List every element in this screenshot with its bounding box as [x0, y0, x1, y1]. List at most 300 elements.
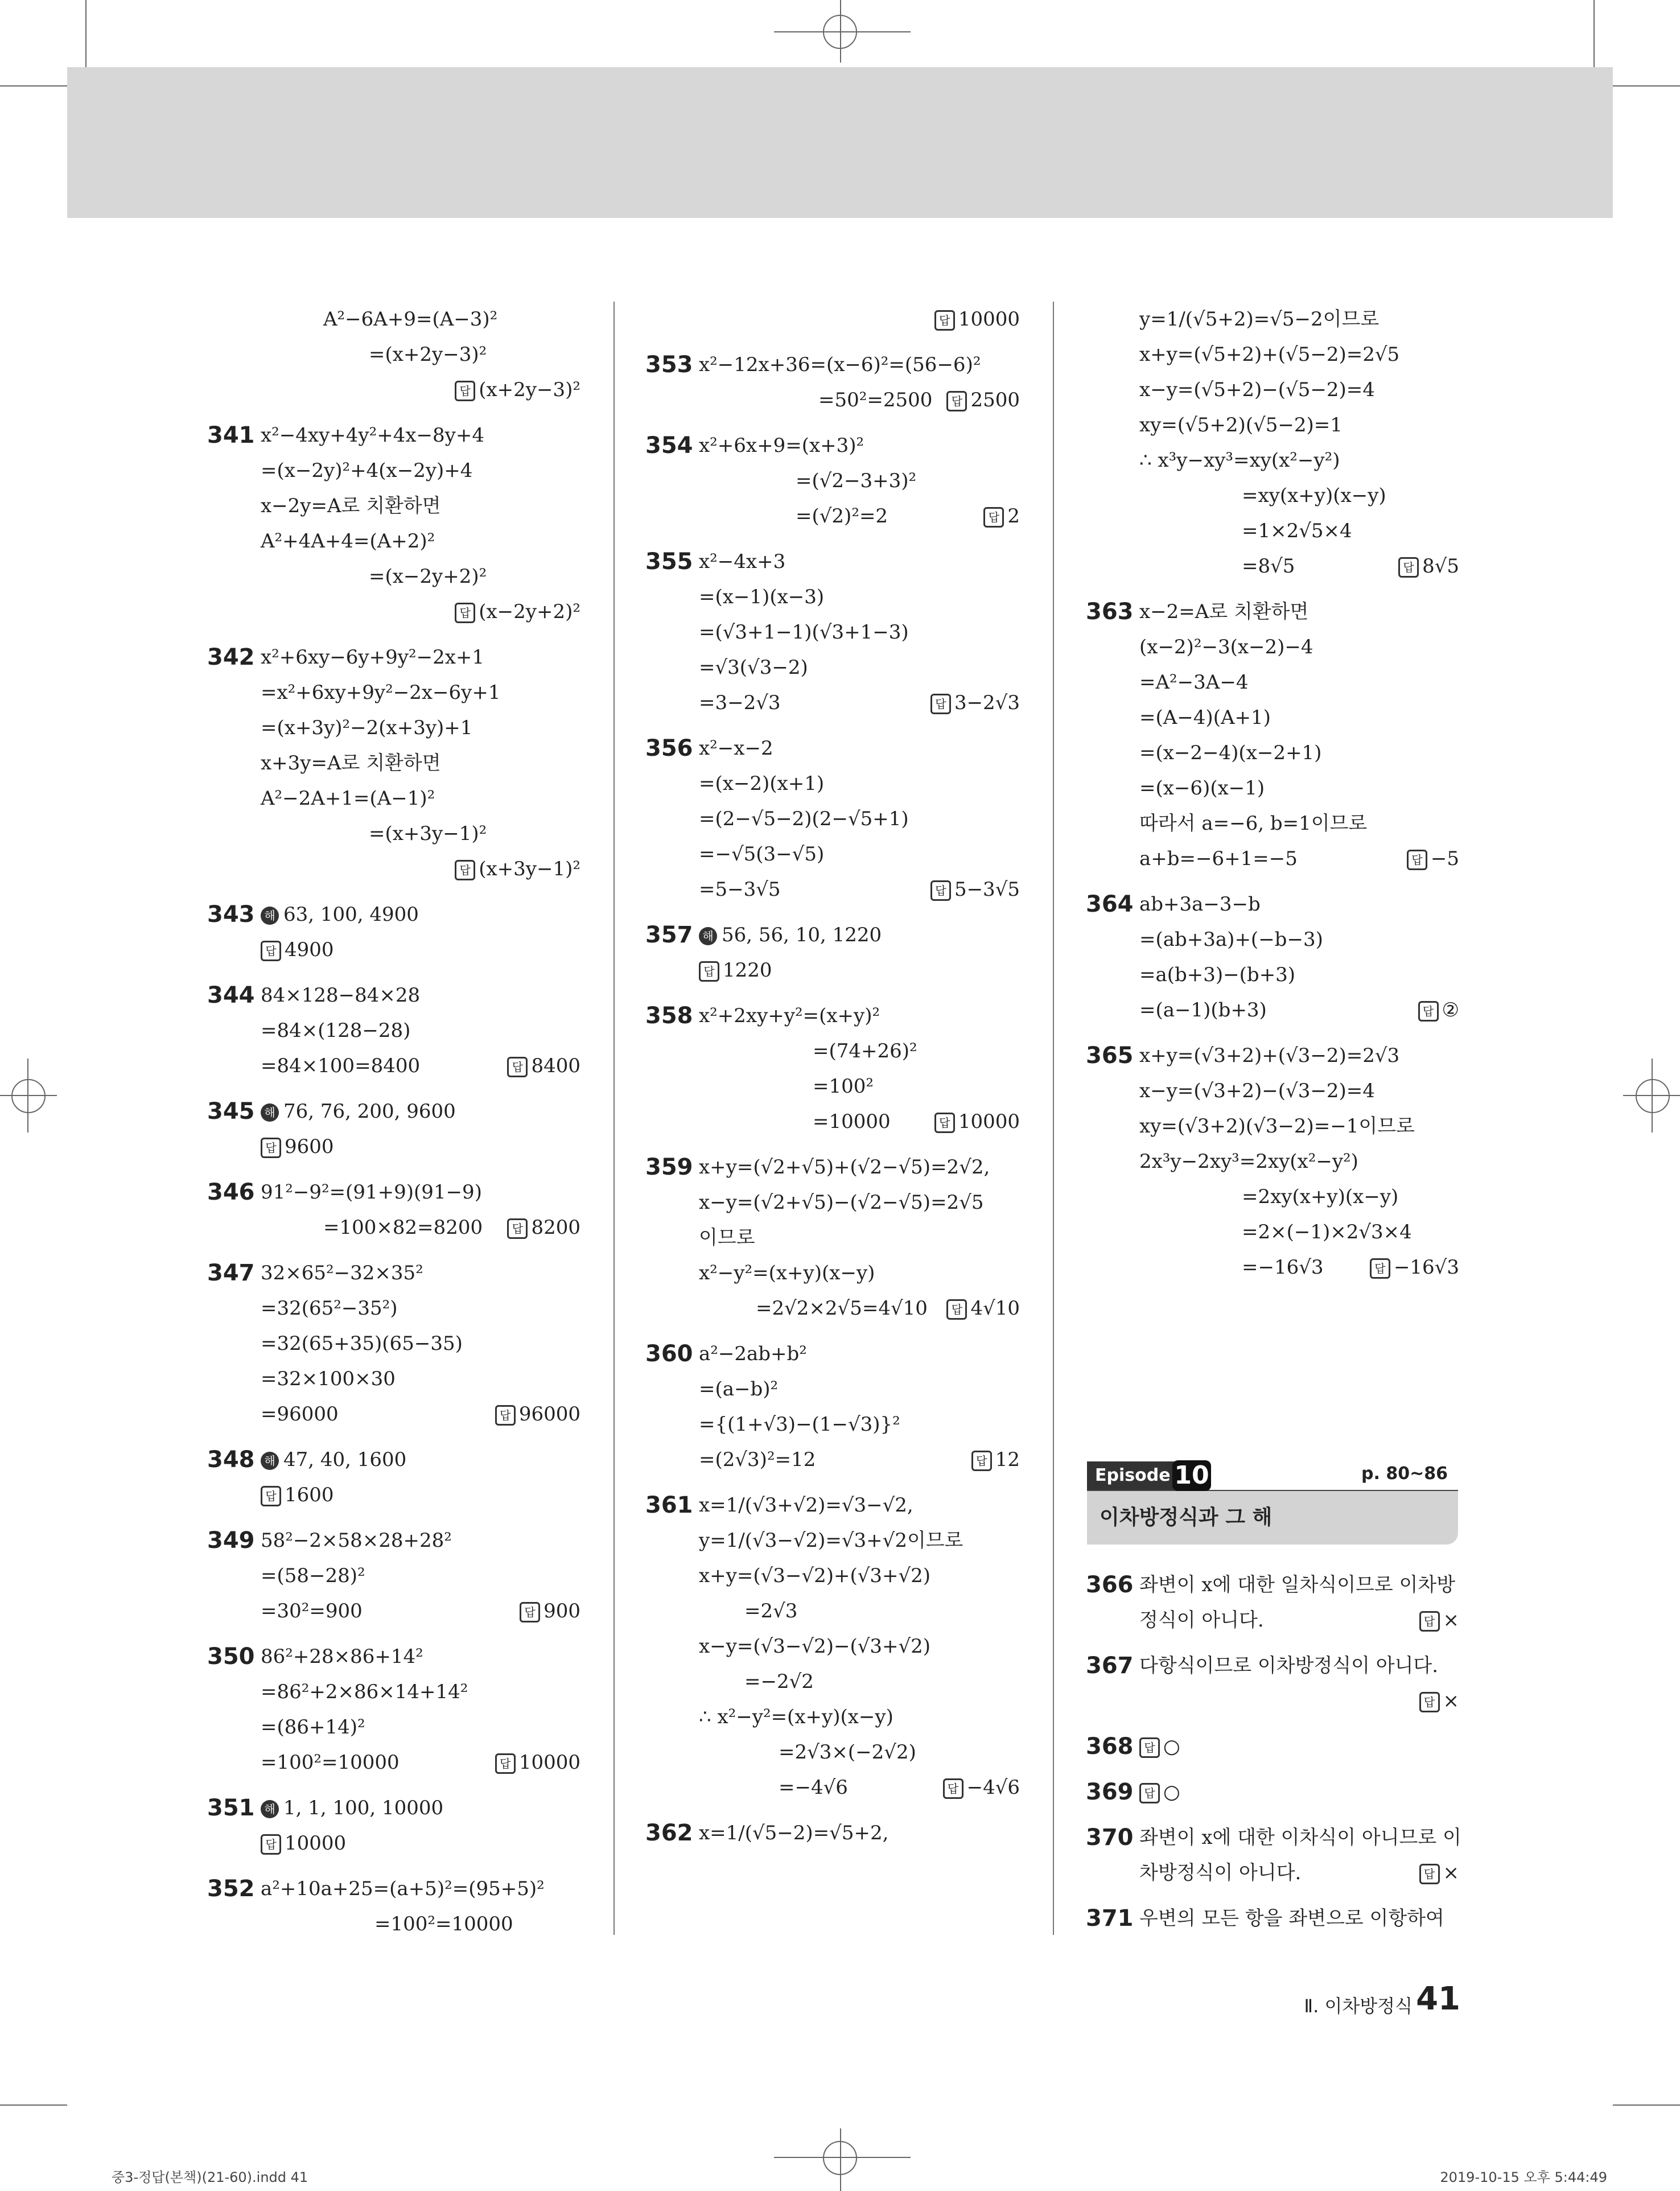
- math-text: [1139, 629, 1313, 665]
- registration-circle: [823, 2141, 857, 2175]
- text-line: [645, 1488, 1020, 1523]
- text-line: [699, 463, 1020, 499]
- math-text: [261, 1048, 420, 1084]
- math-text: [261, 1397, 339, 1432]
- problem-number: 341: [207, 422, 255, 448]
- text-line: [261, 337, 580, 372]
- problem-number: 361: [645, 1492, 693, 1518]
- expression: =1×2√5×4: [1242, 520, 1352, 542]
- problem-number: 352: [207, 1876, 255, 1902]
- answer-value: 96000: [518, 1403, 580, 1426]
- expression: =100²: [813, 1075, 874, 1098]
- text-line: [261, 1210, 580, 1245]
- text-line: [645, 731, 1020, 766]
- text-line: [1139, 443, 1459, 478]
- expression: =86²+2×86×14+14²: [261, 1681, 468, 1703]
- problem-number: 345: [207, 1098, 255, 1125]
- episode-pages: p. 80~86: [1361, 1464, 1448, 1484]
- column-1: [207, 302, 580, 1942]
- expression: ∴ x³y−xy³=xy(x²−y²): [1139, 449, 1340, 472]
- text-line: [699, 1735, 1020, 1770]
- text-line: [261, 1397, 580, 1432]
- crop-mark: [1613, 2104, 1680, 2106]
- expression: A²−2A+1=(A−1)²: [261, 787, 435, 810]
- math-text: [1139, 665, 1248, 700]
- answer: [930, 872, 1020, 907]
- page-number: 41: [1416, 1980, 1460, 2017]
- answer: [1418, 992, 1459, 1028]
- answer: [934, 1104, 1020, 1139]
- math-text: [261, 1442, 406, 1477]
- problem-number: 349: [207, 1527, 255, 1554]
- text-line: [207, 978, 580, 1013]
- answer-value: 10000: [958, 1110, 1020, 1133]
- answer: [943, 1770, 1020, 1805]
- answer-icon: 답: [934, 310, 955, 331]
- answer-icon: 답: [1419, 1692, 1440, 1712]
- text-line: [1086, 1774, 1459, 1810]
- math-text: [261, 1790, 443, 1826]
- answer-value: (x+3y−1)²: [479, 858, 580, 880]
- answer-value: 4√10: [970, 1297, 1020, 1320]
- problem-number: 370: [1086, 1825, 1134, 1851]
- expression: =(ab+3a)+(−b−3): [1139, 928, 1323, 951]
- file-info: 중3-정답(본책)(21-60).indd 41: [112, 2169, 308, 2185]
- answer-icon: 답: [934, 1113, 955, 1133]
- expression: =2√3×(−2√2): [779, 1741, 916, 1764]
- answer-value: 10000: [958, 308, 1020, 331]
- answer: [495, 1745, 580, 1780]
- text-line: [261, 488, 580, 524]
- expression: x+3y=A로 치환하면: [261, 752, 441, 775]
- answer: [455, 594, 580, 629]
- math-text: [261, 1523, 452, 1558]
- answer-value: −16√3: [1393, 1256, 1459, 1279]
- answer-icon: 답: [261, 1138, 281, 1158]
- expression: =(58−28)²: [261, 1564, 365, 1587]
- text-line: [207, 897, 580, 932]
- math-text: [1139, 700, 1271, 735]
- answer-icon: 답: [946, 391, 967, 411]
- answer-icon: 답: [1398, 557, 1419, 578]
- math-text: [699, 1255, 875, 1291]
- text-line: [1139, 549, 1459, 584]
- expression: =−√5(3−√5): [699, 843, 825, 866]
- text-line: [699, 1558, 1020, 1593]
- math-text: [699, 1593, 797, 1629]
- math-text: [699, 382, 932, 418]
- answer-value: (x−2y+2)²: [479, 600, 580, 623]
- expression: x−2=A로 치환하면: [1139, 600, 1309, 623]
- text-line: [699, 1069, 1020, 1104]
- expression: =(√3+1−1)(√3+1−3): [699, 621, 909, 644]
- text-line: [261, 781, 580, 816]
- problem-number: 359: [645, 1154, 693, 1180]
- math-text: [699, 347, 981, 382]
- column-3-lower: [1086, 1567, 1461, 1936]
- crop-mark: [85, 0, 87, 67]
- expression: 좌변이 x에 대한 일차식이므로 이차방: [1139, 1574, 1456, 1596]
- problem-number: 354: [645, 433, 693, 459]
- expression: 32×65²−32×35²: [261, 1262, 423, 1284]
- math-text: [261, 1361, 396, 1397]
- text-line: [1139, 957, 1459, 992]
- answer: [930, 685, 1020, 720]
- text-line: [699, 685, 1020, 720]
- text-line: [207, 1255, 580, 1291]
- text-line: [1086, 1901, 1459, 1936]
- problem-number: 355: [645, 549, 693, 575]
- math-text: [1139, 1109, 1415, 1144]
- answer-value: 1220: [723, 959, 772, 982]
- text-line: [645, 1336, 1020, 1372]
- math-text: [699, 1150, 990, 1185]
- text-line: [645, 917, 1020, 953]
- text-line: [261, 372, 580, 407]
- text-line: [261, 559, 580, 594]
- expression: x−y=(√3−√2)−(√3+√2): [699, 1635, 931, 1658]
- answer: [934, 302, 1020, 337]
- text-line: [1139, 665, 1459, 700]
- math-text: [699, 428, 864, 463]
- problem-number: 347: [207, 1260, 255, 1286]
- text-line: [261, 453, 580, 488]
- answer-icon: 답: [1419, 1864, 1440, 1884]
- expression: =(A−4)(A+1): [1139, 706, 1271, 729]
- text-line: [261, 675, 580, 710]
- answer-value: ×: [1443, 1861, 1459, 1884]
- problem-number: 350: [207, 1644, 255, 1670]
- math-text: [261, 1826, 346, 1861]
- text-line: [261, 1477, 580, 1513]
- expression: =(x−2y)²+4(x−2y)+4: [261, 459, 473, 482]
- episode-number: 10: [1172, 1460, 1211, 1491]
- answer-value: 12: [995, 1448, 1020, 1471]
- expression: x²+6xy−6y+9y²−2x+1: [261, 646, 485, 669]
- text-line: [699, 1185, 1020, 1220]
- math-text: [699, 953, 772, 988]
- expression: =5−3√5: [699, 878, 781, 901]
- text-line: [1139, 629, 1459, 665]
- math-text: [261, 524, 435, 559]
- math-text: [699, 837, 824, 872]
- text-line: [1139, 806, 1459, 841]
- expression: =a(b+3)−(b+3): [1139, 963, 1296, 986]
- math-text: [261, 1094, 456, 1129]
- text-line: [1086, 1729, 1459, 1764]
- math-text: [261, 1291, 398, 1326]
- expression: =−16√3: [1242, 1256, 1324, 1279]
- text-line: [261, 1048, 580, 1084]
- expression: (x−2)²−3(x−2)−4: [1139, 636, 1313, 658]
- expression: x+y=(√3+2)+(√3−2)=2√3: [1139, 1044, 1400, 1067]
- answer: [507, 1210, 580, 1245]
- answer-icon: 답: [1139, 1737, 1160, 1758]
- answer: [1407, 841, 1459, 876]
- answer-value: −5: [1430, 847, 1459, 870]
- expression: 84×128−84×28: [261, 984, 421, 1007]
- math-text: [699, 615, 909, 650]
- math-text: [261, 1906, 513, 1942]
- math-text: [699, 650, 808, 685]
- text-line: [1139, 771, 1459, 806]
- math-text: [1139, 513, 1352, 549]
- answer: [1398, 549, 1459, 584]
- math-text: [261, 1175, 482, 1210]
- expression: A²+4A+4=(A+2)²: [261, 530, 435, 553]
- math-text: [1139, 372, 1375, 407]
- answer-icon: 답: [261, 941, 281, 961]
- problem-number: 357: [645, 922, 693, 948]
- text-line: [261, 851, 580, 887]
- problem-number: 346: [207, 1179, 255, 1205]
- text-line: [699, 953, 1020, 988]
- math-text: [699, 1629, 930, 1664]
- text-line: [1139, 992, 1459, 1028]
- text-line: [261, 594, 580, 629]
- text-line: [699, 650, 1020, 685]
- text-line: [261, 710, 580, 746]
- solution-icon: 해: [261, 1103, 279, 1122]
- math-text: [1139, 1567, 1455, 1603]
- text-line: [1086, 1038, 1459, 1073]
- text-line: [699, 579, 1020, 615]
- crop-mark: [1613, 85, 1680, 87]
- text-line: [207, 640, 580, 675]
- expression: x+y=(√3−√2)+(√3+√2): [699, 1564, 931, 1587]
- expression: =84×100=8400: [261, 1055, 421, 1077]
- math-text: [261, 746, 441, 781]
- expression: =(x−2y+2)²: [369, 565, 487, 588]
- expression: =50²=2500: [818, 389, 933, 411]
- text-line: [261, 746, 580, 781]
- math-text: [261, 1477, 334, 1513]
- text-line: [699, 382, 1020, 418]
- math-text: [1139, 1855, 1301, 1891]
- text-line: [699, 1699, 1020, 1735]
- text-line: [1139, 1179, 1459, 1214]
- math-text: [261, 1710, 365, 1745]
- text-line: [207, 1790, 580, 1826]
- answer-icon: 답: [507, 1218, 528, 1239]
- math-text: [261, 1593, 363, 1629]
- problem-number: 344: [207, 982, 255, 1008]
- math-text: [1139, 407, 1343, 443]
- episode-label: Episode: [1087, 1461, 1179, 1490]
- answer-icon: 답: [1370, 1258, 1390, 1279]
- math-text: [1139, 806, 1367, 841]
- expression: =(86+14)²: [261, 1716, 365, 1739]
- text-line: [699, 1442, 1020, 1477]
- text-line: [1139, 407, 1459, 443]
- math-text: [699, 1372, 778, 1407]
- text-line: [261, 1558, 580, 1593]
- column-2: [645, 302, 1020, 1851]
- crop-mark: [0, 85, 67, 87]
- answer-value: 900: [543, 1600, 580, 1622]
- expression: x²+6x+9=(x+3)²: [699, 434, 864, 457]
- text-line: [1139, 372, 1459, 407]
- expression: 91²−9²=(91+9)(91−9): [261, 1181, 482, 1204]
- text-line: [645, 998, 1020, 1033]
- problem-number: 369: [1086, 1779, 1134, 1805]
- answer-value: 8200: [531, 1216, 580, 1239]
- expression: =10000: [813, 1110, 891, 1133]
- text-line: [261, 816, 580, 851]
- text-line: [699, 302, 1020, 337]
- expression: xy=(√3+2)(√3−2)=−1이므로: [1139, 1115, 1415, 1138]
- problem-number: 353: [645, 352, 693, 378]
- expression: x+y=(√5+2)+(√5−2)=2√5: [1139, 343, 1400, 366]
- expression: 다항식이므로 이차방정식이 아니다.: [1139, 1654, 1439, 1677]
- text-line: [699, 801, 1020, 837]
- text-line: [1139, 1250, 1459, 1285]
- text-line: [207, 1175, 580, 1210]
- math-text: [261, 710, 472, 746]
- expression: =(x−6)(x−1): [1139, 777, 1265, 800]
- answer-value: 2: [1007, 505, 1020, 528]
- problem-number: 363: [1086, 599, 1134, 625]
- expression: x−y=(√5+2)−(√5−2)=4: [1139, 378, 1375, 401]
- solution-values: 1, 1, 100, 10000: [283, 1797, 444, 1819]
- text-line: [261, 524, 580, 559]
- crop-mark: [1593, 0, 1595, 67]
- answer-value: ○: [1163, 1735, 1180, 1758]
- expression: =(x+3y)²−2(x+3y)+1: [261, 716, 473, 739]
- answer-icon: 답: [495, 1405, 516, 1426]
- math-text: [261, 488, 441, 524]
- expression: x=1/(√5−2)=√5+2,: [699, 1822, 889, 1844]
- answer: [1370, 1250, 1459, 1285]
- answer: [971, 1442, 1020, 1477]
- text-line: [1139, 1144, 1459, 1179]
- expression: =(2√3)²=12: [699, 1448, 816, 1471]
- text-line: [1139, 1855, 1459, 1891]
- text-line: [261, 1593, 580, 1629]
- answer-icon: 답: [946, 1299, 967, 1320]
- text-line: [699, 1407, 1020, 1442]
- math-text: [699, 731, 773, 766]
- answer-value: −4√6: [966, 1776, 1020, 1799]
- math-text: [699, 801, 909, 837]
- expression: =3−2√3: [699, 691, 781, 714]
- expression: x=1/(√3+√2)=√3−√2,: [699, 1494, 913, 1517]
- text-line: [699, 872, 1020, 907]
- answer-value: ②: [1442, 999, 1459, 1022]
- expression: =(√2−3+3)²: [796, 470, 917, 492]
- math-text: [1139, 1648, 1438, 1683]
- answer-value: 2500: [970, 389, 1020, 411]
- expression: x²−x−2: [699, 737, 773, 760]
- math-text: [699, 1815, 888, 1851]
- problem-number: 368: [1086, 1733, 1134, 1760]
- text-line: [1086, 594, 1459, 629]
- text-line: [207, 1094, 580, 1129]
- expression: =32(65+35)(65−35): [261, 1332, 463, 1355]
- text-line: [207, 1442, 580, 1477]
- text-line: [1086, 1648, 1459, 1683]
- expression: x²−12x+36=(x−6)²=(56−6)²: [699, 353, 981, 376]
- expression: =32×100×30: [261, 1368, 396, 1390]
- expression: 58²−2×58×28+28²: [261, 1529, 452, 1552]
- expression: xy=(√5+2)(√5−2)=1: [1139, 414, 1343, 436]
- answer-icon: 답: [971, 1451, 992, 1471]
- expression: =(74+26)²: [813, 1040, 917, 1062]
- episode-title: 이차방정식과 그 해: [1087, 1491, 1458, 1545]
- math-text: [699, 1523, 963, 1558]
- expression: =100²=10000: [261, 1751, 400, 1774]
- math-text: [261, 1558, 365, 1593]
- math-text: [1139, 1179, 1398, 1214]
- answer-value: ○: [1163, 1781, 1180, 1803]
- answer: [946, 382, 1020, 418]
- answer-value: 5−3√5: [954, 878, 1020, 901]
- math-text: [699, 1442, 816, 1477]
- math-text: [699, 1291, 928, 1326]
- expression: =(x+2y−3)²: [369, 343, 487, 366]
- text-line: [699, 615, 1020, 650]
- text-line: [1139, 302, 1459, 337]
- answer-value: ×: [1443, 1609, 1459, 1632]
- expression: =2xy(x+y)(x−y): [1242, 1185, 1399, 1208]
- expression: =(a−1)(b+3): [1139, 999, 1267, 1022]
- expression: =(a−b)²: [699, 1378, 779, 1401]
- expression: =xy(x+y)(x−y): [1242, 484, 1386, 507]
- registration-circle: [823, 15, 857, 49]
- expression: =2√3: [744, 1600, 798, 1622]
- expression: =(x−1)(x−3): [699, 586, 825, 608]
- expression: 2x³y−2xy³=2xy(x²−y²): [1139, 1150, 1358, 1173]
- expression: 정식이 아니다.: [1139, 1609, 1264, 1632]
- problem-number: 362: [645, 1820, 693, 1846]
- expression: =2×(−1)×2√3×4: [1242, 1221, 1412, 1243]
- math-text: [699, 1488, 913, 1523]
- math-text: [699, 1220, 755, 1255]
- answer-icon: 답: [455, 860, 475, 880]
- answer-value: 10000: [518, 1751, 580, 1774]
- registration-circle: [11, 1079, 46, 1113]
- answer-icon: 답: [261, 1834, 281, 1855]
- text-line: [261, 932, 580, 967]
- answer-value: 10000: [285, 1832, 347, 1855]
- math-text: [1139, 735, 1321, 771]
- text-line: [261, 1361, 580, 1397]
- answer-value: 8√5: [1422, 555, 1459, 578]
- expression: =(√2)²=2: [796, 505, 888, 528]
- answer-icon: 답: [1419, 1611, 1440, 1632]
- expression: =√3(√3−2): [699, 656, 808, 679]
- answer-icon: 답: [507, 1057, 528, 1077]
- math-text: [261, 781, 435, 816]
- answer-value: 9600: [285, 1135, 334, 1158]
- registration-circle: [1636, 1079, 1670, 1113]
- math-text: [1139, 992, 1267, 1028]
- expression: x−y=(√2+√5)−(√2−√5)=2√5: [699, 1191, 984, 1214]
- math-text: [1139, 1729, 1180, 1764]
- text-line: [1139, 841, 1459, 876]
- math-text: [261, 1639, 423, 1674]
- math-text: [1139, 594, 1308, 629]
- text-line: [645, 428, 1020, 463]
- solution-values: 63, 100, 4900: [283, 903, 419, 926]
- math-text: [699, 1770, 848, 1805]
- problem-number: 371: [1086, 1905, 1134, 1931]
- expression: a²−2ab+b²: [699, 1342, 807, 1365]
- timestamp: 2019-10-15 오후 5:44:49: [1440, 2169, 1607, 2185]
- expression: =(x−2)(x+1): [699, 772, 825, 795]
- answer: [1419, 1683, 1460, 1719]
- text-line: [699, 1255, 1020, 1291]
